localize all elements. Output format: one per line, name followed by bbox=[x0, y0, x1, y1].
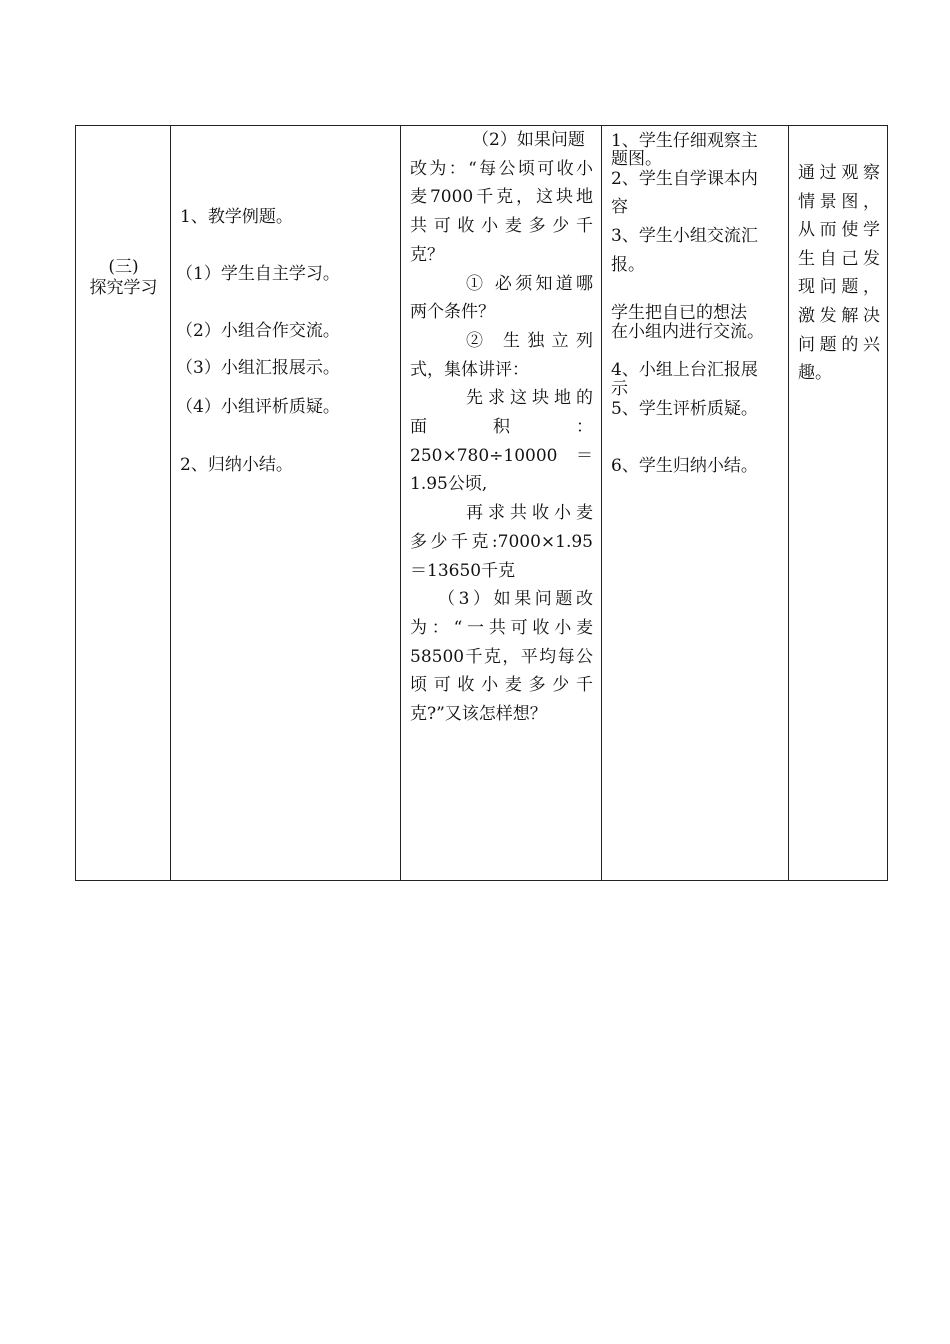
intent-line: 现问题， bbox=[798, 277, 880, 298]
student-line: 学生把自已的想法 bbox=[611, 303, 747, 323]
student-line: 6、学生归纳小结。 bbox=[611, 456, 758, 476]
content-line: ＝13650千克 bbox=[410, 560, 516, 581]
content-line: 多少千克:7000×1.95 bbox=[410, 531, 593, 552]
lesson-plan-table bbox=[75, 125, 888, 881]
design-intent-text bbox=[798, 159, 880, 388]
content-line: 麦7000千克，这块地 bbox=[410, 187, 593, 208]
student-line: 题图。 bbox=[611, 149, 662, 169]
content-line: 先求这块地的 bbox=[466, 388, 593, 409]
content-line: 克？ bbox=[410, 244, 444, 265]
content-line: 改为：“每公顷可收小 bbox=[410, 158, 593, 179]
content-cell bbox=[401, 126, 602, 880]
teacher-step: （1）学生自主学习。 bbox=[176, 264, 340, 284]
content-line: 1.95公顷, bbox=[410, 474, 488, 495]
stage-name: 探究学习 bbox=[89, 278, 158, 298]
student-line: 示 bbox=[611, 379, 628, 399]
student-line: 1、学生仔细观察主 bbox=[611, 131, 758, 151]
content-line: 面 积 ： bbox=[410, 417, 593, 438]
teacher-step: 1、教学例题。 bbox=[180, 207, 293, 227]
teacher-step: （4）小组评析质疑。 bbox=[176, 397, 340, 417]
intent-line: 从而使学 bbox=[798, 220, 880, 241]
content-line: （3）如果问题改 bbox=[438, 589, 593, 610]
content-line: ② 生独立列 bbox=[466, 330, 593, 351]
content-line: 两个条件？ bbox=[410, 302, 495, 323]
content-text bbox=[410, 126, 593, 729]
student-line: 4、小组上台汇报展 bbox=[611, 360, 758, 380]
content-line: 250×780÷10000 ＝ bbox=[410, 445, 593, 466]
intent-line: 问题的兴 bbox=[798, 334, 880, 355]
stage-number: (三) bbox=[108, 257, 139, 277]
stage-cell bbox=[76, 126, 171, 880]
student-activity-cell bbox=[602, 126, 789, 880]
intent-line: 趣。 bbox=[798, 363, 832, 384]
content-line: 58500千克，平均每公 bbox=[410, 646, 593, 667]
content-line: 再求共收小麦 bbox=[466, 503, 593, 524]
intent-line: 情景图， bbox=[798, 191, 880, 212]
student-line: 容 bbox=[611, 197, 628, 217]
intent-line: 生自己发 bbox=[798, 248, 880, 269]
content-line: 克?”又该怎样想？ bbox=[410, 704, 547, 725]
content-line: 式，集体讲评： bbox=[410, 359, 529, 380]
design-intent-cell bbox=[789, 126, 888, 880]
student-line: 5、学生评析质疑。 bbox=[611, 399, 758, 419]
teacher-steps-cell bbox=[171, 126, 401, 880]
content-line: 为：“一共可收小麦 bbox=[410, 617, 593, 638]
teacher-step: 2、归纳小结。 bbox=[180, 455, 293, 475]
teacher-step: （2）小组合作交流。 bbox=[176, 321, 340, 341]
content-line: ① 必须知道哪 bbox=[466, 273, 593, 294]
student-line: 报。 bbox=[611, 255, 645, 275]
content-line: 顷可收小麦多少千 bbox=[410, 675, 593, 696]
intent-line: 激发解决 bbox=[798, 305, 880, 326]
intent-line: 通过观察 bbox=[798, 163, 880, 183]
student-line: 3、学生小组交流汇 bbox=[611, 226, 758, 246]
content-line: 共可收小麦多少千 bbox=[410, 216, 593, 237]
student-line: 在小组内进行交流。 bbox=[611, 322, 764, 342]
teacher-step: （3）小组汇报展示。 bbox=[176, 358, 340, 378]
student-line: 2、学生自学课本内 bbox=[611, 169, 758, 189]
content-line: （2）如果问题 bbox=[472, 130, 585, 150]
